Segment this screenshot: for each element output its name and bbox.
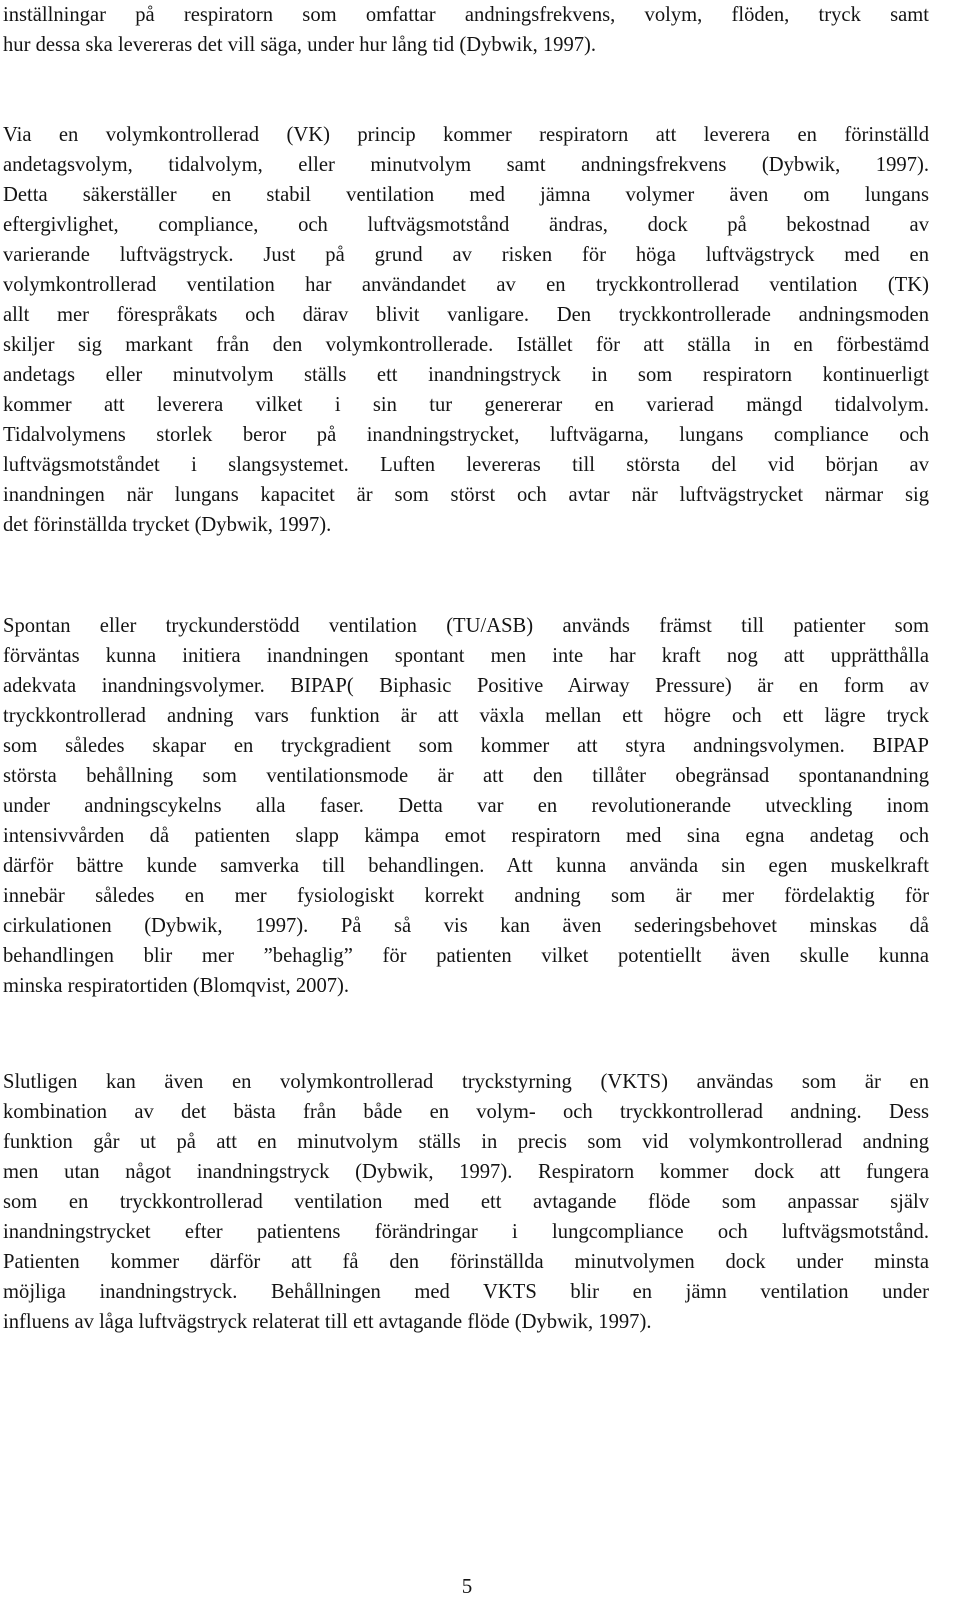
text-line: som således skapar en tryckgradient som kommer att styra andningsvolymen. BIPAP	[3, 735, 929, 757]
paragraph-vkts	[3, 1067, 929, 1337]
text-line: skiljer sig markant från den volymkontrollerade. Istället för att ställa in en förbestämd	[3, 334, 929, 356]
text-line: hur dessa ska levereras det vill säga, under hur lång tid (Dybwik, 1997).	[3, 34, 597, 56]
text-line: tryckkontrollerad andning vars funktion är att växla mellan ett högre och ett lägre tryck	[3, 705, 929, 727]
text-line: största behållning som ventilationsmode är att den tillåter obegränsad spontanandning	[3, 765, 929, 787]
text-line: inandningen när lungans kapacitet är som störst och avtar när luftvägstrycket närmar sig	[3, 484, 929, 506]
text-line: Spontan eller tryckunderstödd ventilation (TU/ASB) används främst till patienter som	[3, 615, 929, 637]
text-line: förväntas kunna initiera inandningen spontant men inte har kraft nog att upprätthålla	[3, 645, 929, 667]
text-line: Slutligen kan även en volymkontrollerad tryckstyrning (VKTS) användas som är en	[3, 1071, 929, 1093]
text-line: kombination av det bästa från både en volym- och tryckkontrollerad andning. Dess	[3, 1101, 929, 1123]
text-line: under andningscykelns alla faser. Detta var en revolutionerande utveckling inom	[3, 795, 929, 817]
text-line: funktion går ut på att en minutvolym ställs in precis som vid volymkontrollerad andning	[3, 1131, 929, 1153]
paragraph-spontaneous-bipap	[3, 611, 929, 1001]
text-line: men utan något inandningstryck (Dybwik, 1997). Respiratorn kommer dock att fungera	[3, 1161, 929, 1183]
text-line: därför bättre kunde samverka till behandlingen. Att kunna använda sin egen muskelkraft	[3, 855, 929, 877]
text-line: Patienten kommer därför att få den förinställda minutvolymen dock under minsta	[3, 1251, 929, 1273]
page-number: 5	[461, 1574, 473, 1598]
text-line: möjliga inandningstryck. Behållningen med VKTS blir en jämn ventilation under	[3, 1281, 929, 1303]
text-line: innebär således en mer fysiologiskt korrekt andning som är mer fördelaktig för	[3, 885, 929, 907]
text-line: andetags eller minutvolym ställs ett inandningstryck in som respiratorn kontinuerligt	[3, 364, 929, 386]
text-line: Tidalvolymens storlek beror på inandningstrycket, luftvägarna, lungans compliance och	[3, 424, 929, 446]
text-line: kommer att leverera vilket i sin tur genererar en varierad mängd tidalvolym.	[3, 394, 929, 416]
text-line: behandlingen blir mer ”behaglig” för patienten vilket potentiellt även skulle kunna	[3, 945, 929, 967]
text-line: intensivvården då patienten slapp kämpa emot respiratorn med sina egna andetag och	[3, 825, 929, 847]
text-line: inandningstrycket efter patientens förändringar i lungcompliance och luftvägsmotstånd.	[3, 1221, 929, 1243]
text-line: minska respiratortiden (Blomqvist, 2007).	[3, 975, 350, 997]
text-line: Via en volymkontrollerad (VK) princip kommer respiratorn att leverera en förinställd	[3, 124, 929, 146]
text-line: som en tryckkontrollerad ventilation med ett avtagande flöde som anpassar själv	[3, 1191, 929, 1213]
text-line: allt mer förespråkats och därav blivit vanligare. Den tryckkontrollerade andningsmoden	[3, 304, 929, 326]
text-line: luftvägsmotståndet i slangsystemet. Luften levereras till största del vid början av	[3, 454, 929, 476]
text-line: volymkontrollerad ventilation har användandet av en tryckkontrollerad ventilation (TK)	[3, 274, 929, 296]
text-line: varierande luftvägstryck. Just på grund av risken för höga luftvägstryck med en	[3, 244, 929, 266]
paragraph-intro-continuation	[3, 0, 929, 60]
text-line: inställningar på respiratorn som omfattar andningsfrekvens, volym, flöden, tryck samt	[3, 4, 929, 26]
text-line: Detta säkerställer en stabil ventilation med jämna volymer även om lungans	[3, 184, 929, 206]
text-line: cirkulationen (Dybwik, 1997). På så vis kan även sederingsbehovet minskas då	[3, 915, 929, 937]
text-line: det förinställda trycket (Dybwik, 1997).	[3, 514, 332, 536]
text-line: adekvata inandningsvolymer. BIPAP( Biphasic Positive Airway Pressure) är en form av	[3, 675, 929, 697]
text-line: eftergivlighet, compliance, och luftvägsmotstånd ändras, dock på bekostnad av	[3, 214, 929, 236]
text-line: andetagsvolym, tidalvolym, eller minutvolym samt andningsfrekvens (Dybwik, 1997).	[3, 154, 929, 176]
paragraph-volume-controlled	[3, 120, 929, 540]
text-line: influens av låga luftvägstryck relaterat till ett avtagande flöde (Dybwik, 1997).	[3, 1311, 652, 1333]
